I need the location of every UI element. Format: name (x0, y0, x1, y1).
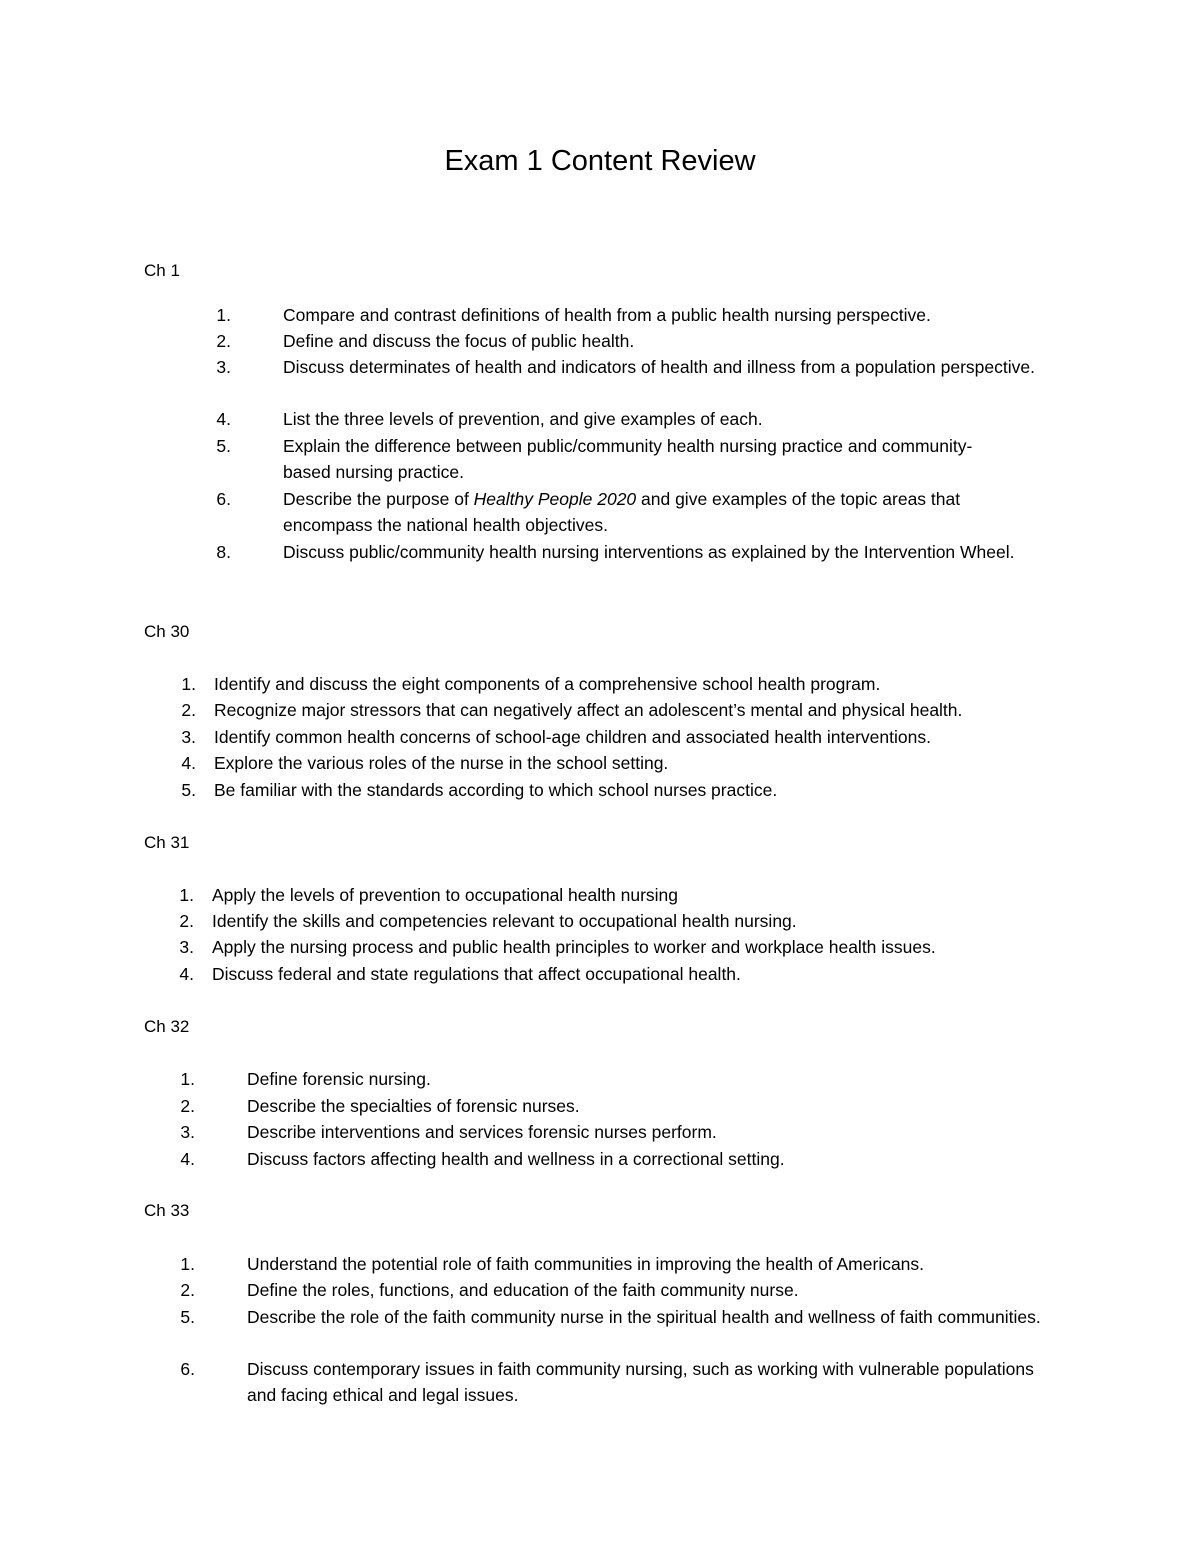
list-item-number: 6. (180, 1359, 195, 1379)
list-item-text: Describe interventions and services forensic nurses perform. (247, 1122, 717, 1142)
list-item-number: 4. (179, 964, 194, 984)
list-item (180, 1066, 1147, 1092)
list-item-text: List the three levels of prevention, and give examples of each. (283, 409, 763, 429)
list-item-text: Identify the skills and competencies relevant to occupational health nursing. (212, 911, 797, 931)
list-item (180, 1356, 1042, 1408)
list-item (216, 354, 1048, 380)
section-heading-ch1: Ch 1 (144, 261, 180, 280)
section-heading-ch33: Ch 33 (144, 1201, 190, 1220)
list-item-text: Apply the levels of prevention to occupational health nursing (212, 885, 678, 905)
list-item-text: Explore the various roles of the nurse in the school setting. (214, 753, 669, 773)
section-heading-ch30: Ch 30 (144, 622, 190, 641)
list-item-number: 1. (180, 1254, 195, 1274)
publication-title: Healthy People 2020 (473, 489, 637, 509)
list-item-number: 1. (216, 305, 231, 325)
list-item-text: Be familiar with the standards according to which school nurses practice. (214, 780, 778, 800)
list-item (179, 882, 1162, 908)
list-item-text: Describe the role of the faith community nurse in the spiritual health and wellness of faith communities. (247, 1307, 1041, 1327)
list-item-text: Define and discuss the focus of public health. (283, 331, 635, 351)
list-item-text: Identify common health concerns of school-age children and associated health interventions. (214, 727, 931, 747)
list-item-number: 5. (181, 780, 196, 800)
list-item-text: Discuss federal and state regulations that affect occupational health. (212, 964, 741, 984)
list-item-text: Define the roles, functions, and education of the faith community nurse. (247, 1280, 799, 1300)
list-item-number: 4. (181, 753, 196, 773)
list-item (179, 961, 1162, 987)
list-item (181, 750, 1164, 776)
list-item (216, 328, 1063, 354)
list-item-number: 4. (180, 1149, 195, 1169)
list-item-text: Discuss public/community health nursing interventions as explained by the Intervention Wheel. (283, 542, 1015, 562)
list-item-number: 2. (216, 331, 231, 351)
list-item-number: 2. (181, 700, 196, 720)
list-item (179, 908, 1162, 934)
list-item-text: Discuss determinates of health and indicators of health and illness from a population perspective. (283, 357, 1035, 377)
list-item-number: 2. (179, 911, 194, 931)
list-item-text: Describe the specialties of forensic nurses. (247, 1096, 580, 1116)
list-item-number: 1. (181, 674, 196, 694)
list-item-number: 3. (180, 1122, 195, 1142)
list-item-text: Apply the nursing process and public health principles to worker and workplace health issues. (212, 937, 936, 957)
list-item-text: Discuss factors affecting health and wellness in a correctional setting. (247, 1149, 785, 1169)
list-item (216, 406, 1063, 432)
list-item (180, 1146, 1147, 1172)
list-item-number: 6. (216, 489, 231, 509)
list-item (180, 1304, 1047, 1330)
list-item-number: 5. (216, 436, 231, 456)
list-item-number: 8. (216, 542, 231, 562)
list-item (180, 1251, 1147, 1277)
list-item-number: 3. (181, 727, 196, 747)
list-item (181, 671, 1164, 697)
list-item-number: 3. (216, 357, 231, 377)
text-fragment: Describe the purpose of (283, 489, 474, 509)
list-item-text: Explain the difference between public/community health nursing practice and community-based nursing practice. (283, 436, 973, 482)
list-item (216, 433, 983, 485)
list-item (181, 777, 1164, 803)
list-item-text: Discuss contemporary issues in faith community nursing, such as working with vulnerable populations and facing ethical and legal issues. (247, 1359, 1034, 1405)
list-item (216, 486, 1053, 538)
list-item (179, 934, 1162, 960)
list-item (180, 1093, 1147, 1119)
list-item (180, 1119, 1147, 1145)
list-item (181, 724, 1164, 750)
list-item-text: Understand the potential role of faith communities in improving the health of Americans. (247, 1254, 925, 1274)
list-item (216, 539, 1063, 565)
section-heading-ch32: Ch 32 (144, 1017, 190, 1036)
list-item-number: 5. (180, 1307, 195, 1327)
list-item-number: 4. (216, 409, 231, 429)
list-item (181, 697, 1164, 723)
list-item (180, 1277, 1147, 1303)
list-item-text: Identify and discuss the eight components of a comprehensive school health program. (214, 674, 881, 694)
list-item-number: 2. (180, 1096, 195, 1116)
list-item-text (283, 486, 1053, 538)
list-item (216, 302, 1063, 328)
list-item-number: 2. (180, 1280, 195, 1300)
list-item-number: 1. (179, 885, 194, 905)
list-item-text: Define forensic nursing. (247, 1069, 431, 1089)
page-title: Exam 1 Content Review (444, 145, 756, 177)
section-heading-ch31: Ch 31 (144, 833, 190, 852)
text-fragment: and give examples of the topic areas that encompass the national health objectives. (283, 489, 961, 535)
list-item-text: Compare and contrast definitions of health from a public health nursing perspective. (283, 305, 931, 325)
list-item-text: Recognize major stressors that can negatively affect an adolescent’s mental and physical health. (214, 700, 963, 720)
list-item-number: 3. (179, 937, 194, 957)
list-item-number: 1. (180, 1069, 195, 1089)
